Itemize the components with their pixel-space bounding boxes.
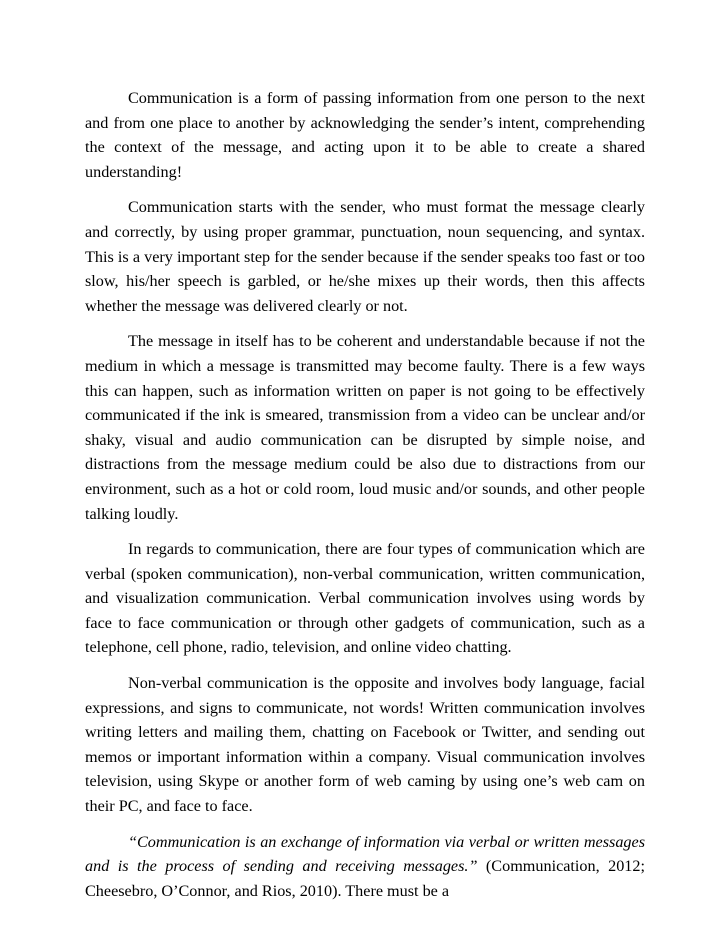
paragraph-definition: Communication is a form of passing information from one person to the next and from one place to another by acknowledging the sender’s intent, comprehending the context of the message, and acting upon it to be able to create a shared understanding! [85,89,645,181]
paragraph-types: In regards to communication, there are four types of communication which are verbal (spoken communication), non-verbal communication, written communication, and visualization communication. Verbal communication involves using words by face to face communication or through other gadgets of communication, such as a telephone, cell phone, radio, television, and online video chatting. [85,540,645,657]
citation-text: (Communication, 2012; Cheesebro, O’Connor, and Rios, 2010). There must be a [85,857,645,900]
paragraph-sender: Communication starts with the sender, who must format the message clearly and correctly, by using proper grammar, punctuation, noun sequencing, and syntax. This is a very important step for the sender because if the sender speaks too fast or too slow, his/her speech is garbled, or he/she mixes up their words, then this affects whether the message was delivered clearly or not. [85,198,645,315]
paragraph-quote [85,830,645,904]
document-body [85,86,645,903]
quote-text: “Communication is an exchange of information via verbal or written messages and is the process of sending and receiving messages.” [85,832,645,876]
paragraph-message: The message in itself has to be coherent and understandable because if not the medium in which a message is transmitted may become faulty. There is a few ways this can happen, such as information written on paper is not going to be effectively communicated if the ink is smeared, transmission from a video can be unclear and/or shaky, visual and audio communication can be disrupted by simple noise, and distractions from the message medium could be also due to distractions from our environment, such as a hot or cold room, loud music and/or sounds, and other people talking loudly. [85,332,645,523]
paragraph-nonverbal: Non-verbal communication is the opposite and involves body language, facial expressions, and signs to communicate, not words! Written communication involves writing letters and mailing them, chatting on Facebook or Twitter, and sending out memos or important information within a company. Visual communication involves television, using Skype or another form of web caming by using one’s web cam on their PC, and face to face. [85,674,645,816]
